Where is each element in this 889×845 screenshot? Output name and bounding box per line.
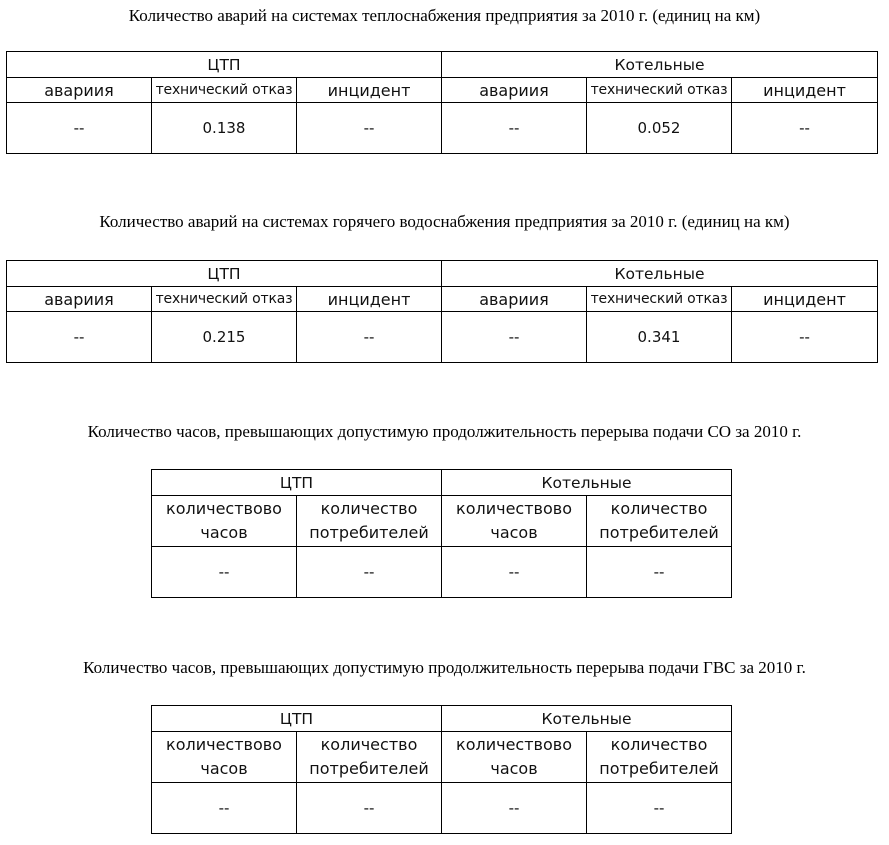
group-header-boilers: Котельные <box>442 261 878 287</box>
column-header: авариия <box>7 287 152 312</box>
table-cell: 0.215 <box>152 312 297 363</box>
table-cell: -- <box>442 547 587 598</box>
table-cell: -- <box>152 783 297 834</box>
column-header: количество потребителей <box>587 732 732 783</box>
column-header: количество потребителей <box>297 732 442 783</box>
heating-interruption-hours-table <box>151 469 732 598</box>
table-1-caption: Количество аварий на системах теплоснабжения предприятия за 2010 г. (единиц на км) <box>128 6 761 25</box>
table-cell: 0.341 <box>587 312 732 363</box>
table-cell: -- <box>297 547 442 598</box>
group-header-ctp: ЦТП <box>152 706 442 732</box>
group-header-boilers: Котельные <box>442 52 878 78</box>
column-header: авариия <box>442 287 587 312</box>
table-cell: -- <box>297 783 442 834</box>
column-header: технический отказ <box>587 78 732 103</box>
heating-accidents-table <box>6 51 878 154</box>
column-header: инцидент <box>732 287 878 312</box>
group-header-ctp: ЦТП <box>7 261 442 287</box>
table-cell: -- <box>442 103 587 154</box>
column-header: технический отказ <box>587 287 732 312</box>
group-header-ctp: ЦТП <box>7 52 442 78</box>
table-cell: -- <box>7 312 152 363</box>
column-header: технический отказ <box>152 78 297 103</box>
table-4-caption: Количество часов, превышающих допустимую продолжительность перерыва подачи ГВС за 2010 г. <box>83 658 806 677</box>
hot-water-interruption-hours-table <box>151 705 732 834</box>
column-header: авариия <box>7 78 152 103</box>
column-header: количествово часов <box>442 496 587 547</box>
column-header: инцидент <box>297 287 442 312</box>
table-cell: -- <box>297 312 442 363</box>
table-2-caption: Количество аварий на системах горячего водоснабжения предприятия за 2010 г. (единиц на км) <box>99 212 790 231</box>
table-cell: 0.138 <box>152 103 297 154</box>
table-cell: -- <box>587 547 732 598</box>
table-cell: -- <box>732 312 878 363</box>
table-3-caption: Количество часов, превышающих допустимую продолжительность перерыва подачи СО за 2010 г. <box>87 422 802 441</box>
group-header-boilers: Котельные <box>442 706 732 732</box>
column-header: количествово часов <box>152 732 297 783</box>
group-header-boilers: Котельные <box>442 470 732 496</box>
group-header-ctp: ЦТП <box>152 470 442 496</box>
column-header: технический отказ <box>152 287 297 312</box>
column-header: инцидент <box>732 78 878 103</box>
column-header: авариия <box>442 78 587 103</box>
table-cell: -- <box>442 312 587 363</box>
table-cell: -- <box>732 103 878 154</box>
table-cell: -- <box>152 547 297 598</box>
hot-water-accidents-table <box>6 260 878 363</box>
column-header: количествово часов <box>152 496 297 547</box>
column-header: количество потребителей <box>297 496 442 547</box>
table-cell: -- <box>587 783 732 834</box>
table-cell: 0.052 <box>587 103 732 154</box>
column-header: количествово часов <box>442 732 587 783</box>
table-cell: -- <box>7 103 152 154</box>
column-header: количество потребителей <box>587 496 732 547</box>
table-cell: -- <box>442 783 587 834</box>
column-header: инцидент <box>297 78 442 103</box>
table-cell: -- <box>297 103 442 154</box>
